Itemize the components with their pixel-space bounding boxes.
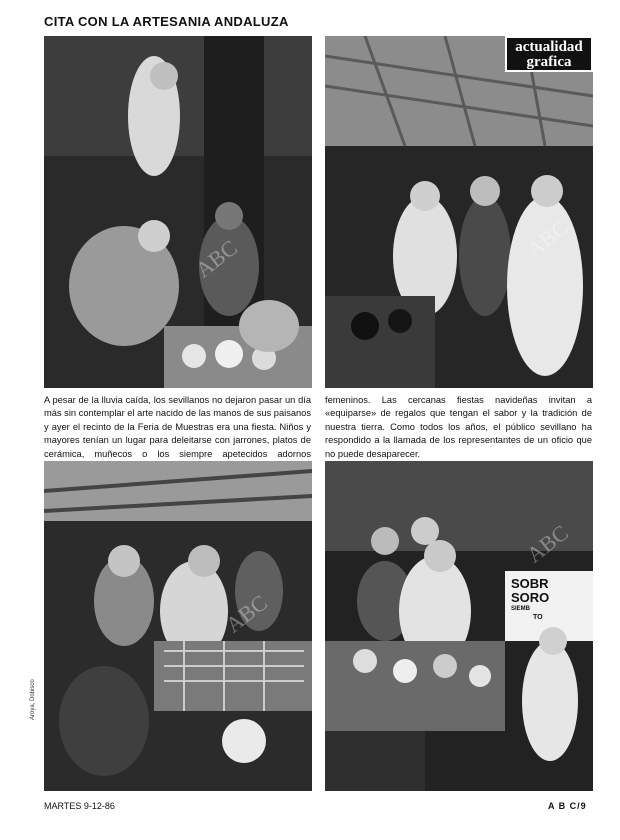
page-title: CITA CON LA ARTESANIA ANDALUZA [44,14,289,29]
shop-sign [511,577,549,622]
badge-line1: actualidad [515,39,583,55]
photo-visitors-fair [325,36,593,388]
photo-credit: Aroya, Dobisco [30,679,36,720]
watermark-logo: ABC [190,234,242,283]
article-caption: A pesar de la lluvia caída, los sevillanos no dejaron pasar un día más sin contemplar el arte nacido de las manos de sus paisanos y ayer el recinto de la Feria de Muestras era una fiesta. Niños y mayores tenían un lugar para deleitarse con jarrones, platos de cerámica, muñecos o los siempre apetecidos adornos femeninos. Las cercanas fiestas navideñas invitan a «equiparse» de regalos que tengan el sabor y la tradición de nuestra tierra. Como todos los años, el público sevillano ha respondido a la llamada de los representantes de un oficio que no puede desaparecer. [44,395,592,459]
photo-crafts-stall [44,461,312,791]
sign-line1: SOBR [511,576,549,591]
watermark-logo: ABC [521,519,573,568]
badge-line2: grafica [526,54,572,70]
sign-line4: TO [533,614,543,621]
watermark-logo: ABC [220,589,272,638]
actualidad-grafica-badge [505,36,593,72]
sign-line3: SIEMB [511,606,531,612]
photo-artisan-pottery [44,36,312,388]
photo-girls-flowers [325,461,593,791]
footer-brand: A B C/9 [548,801,587,811]
sign-line2: SORO [511,590,550,605]
footer-date: MARTES 9-12-86 [44,801,115,811]
watermark-logo: ABC [521,214,573,263]
